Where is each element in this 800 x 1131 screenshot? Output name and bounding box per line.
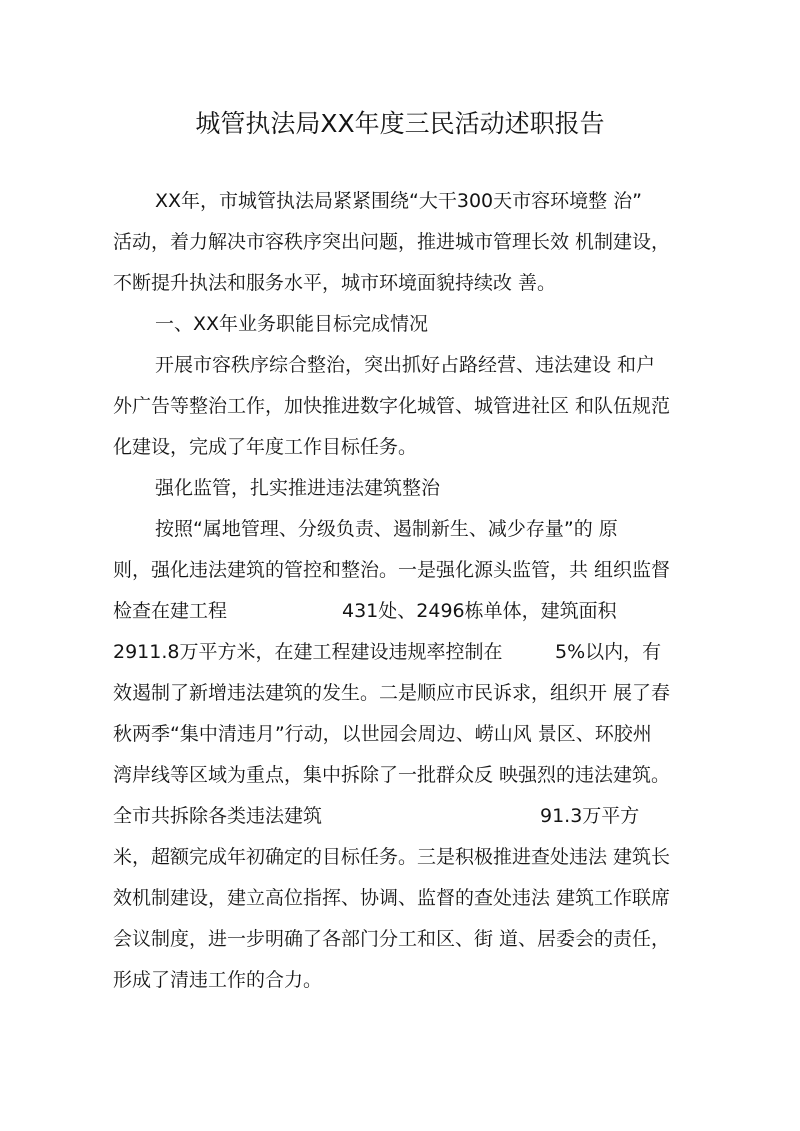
document-title: 城管执法局XX年度三民活动述职报告 xyxy=(195,109,605,138)
demolish-value: 91.3万平方 xyxy=(540,805,640,827)
paragraph-line: 开展市容秩序综合整治，突出抓好占路经营、违法建设 和户 xyxy=(155,354,656,376)
paragraph-line: 2911.8万平方米，在建工程建设违规率控制在 xyxy=(113,641,503,663)
demolish-label: 全市共拆除各类违法建筑 xyxy=(113,805,323,827)
paragraph-line: 效机制建设，建立高位指挥、协调、监督的查处违法 建筑工作联席 xyxy=(113,887,671,909)
inspect-value: 431处、2496栋单体，建筑面积 xyxy=(342,600,617,622)
subsection-heading: 强化监管，扎实推进违法建筑整治 xyxy=(155,477,441,499)
paragraph-line: 会议制度，进一步明确了各部门分工和区、街 道、居委会的责任， xyxy=(113,928,671,950)
inspect-label: 检查在建工程 xyxy=(113,600,228,622)
paragraph-line: 效遏制了新增违法建筑的发生。二是顺应市民诉求，组织开 展了春 xyxy=(113,682,671,704)
paragraph-line: 秋两季“集中清违月”行动，以世园会周边、崂山风 景区、环胶州 xyxy=(113,723,652,745)
paragraph-line: 化建设，完成了年度工作目标任务。 xyxy=(113,436,418,458)
paragraph-line: 5%以内，有 xyxy=(555,641,662,663)
paragraph-line: 形成了清违工作的合力。 xyxy=(113,969,323,991)
paragraph-line: 湾岸线等区域为重点，集中拆除了一批群众反 映强烈的违法建筑。 xyxy=(113,764,671,786)
paragraph-line: XX年，市城管执法局紧紧围绕“大干300天市容环境整 治” xyxy=(155,190,643,212)
paragraph-line: 活动，着力解决市容秩序突出问题，推进城市管理长效 机制建设， xyxy=(113,231,671,253)
paragraph-line: 按照“属地管理、分级负责、遏制新生、减少存量”的 原 xyxy=(155,518,618,540)
paragraph-line: 米，超额完成年初确定的目标任务。三是积极推进查处违法 建筑长 xyxy=(113,846,671,868)
paragraph-line: 则，强化违法建筑的管控和整治。一是强化源头监管，共 组织监督 xyxy=(113,559,671,581)
section-heading: 一、XX年业务职能目标完成情况 xyxy=(155,313,429,335)
paragraph-line: 外广告等整治工作，加快推进数字化城管、城管进社区 和队伍规范 xyxy=(113,395,671,417)
paragraph-line: 不断提升执法和服务水平，城市环境面貌持续改 善。 xyxy=(113,272,557,294)
